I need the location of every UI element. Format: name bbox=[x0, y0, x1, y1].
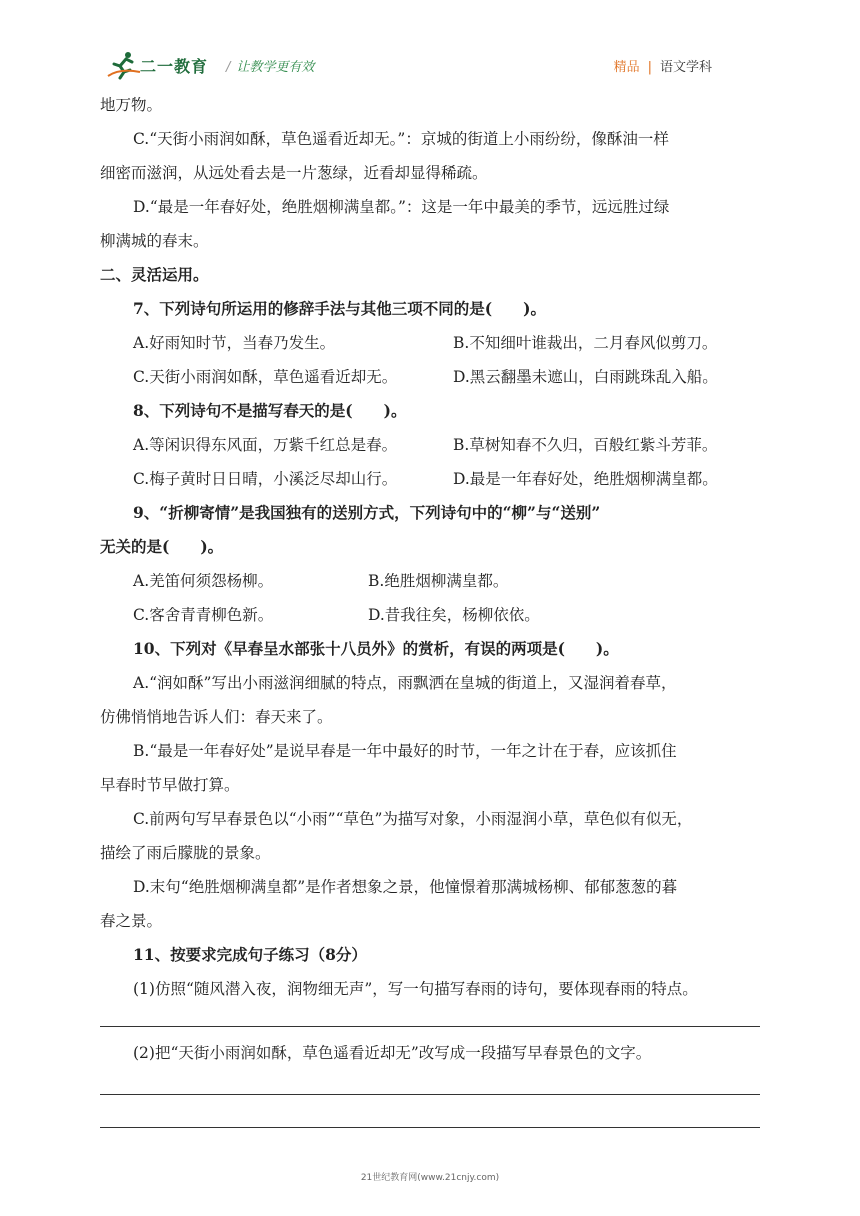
option-c: C.梅子黄时日日晴，小溪泛尽却山行。 bbox=[133, 470, 398, 488]
option-b: B.绝胜烟柳满皇都。 bbox=[368, 572, 509, 590]
option-a: A.好雨知时节，当春乃发生。 bbox=[133, 334, 336, 352]
option-d: D.昔我往矣，杨柳依依。 bbox=[368, 606, 540, 624]
options-row bbox=[100, 428, 762, 462]
text-line: 早春时节早做打算。 bbox=[100, 776, 240, 794]
text-line: 地万物。 bbox=[100, 96, 163, 114]
text-line: 仿佛悄悄地告诉人们：春天来了。 bbox=[100, 708, 333, 726]
sub-question-2: (2)把“天街小雨润如酥，草色遥看近却无”改写成一段描写早春景色的文字。 bbox=[133, 1044, 652, 1062]
option-b: B.“最是一年春好处”是说早春是一年中最好的时节，一年之计在于春，应该抓住 bbox=[133, 742, 677, 760]
slogan: / 让教学更有效 bbox=[226, 60, 315, 75]
options-row bbox=[100, 598, 762, 632]
answer-line[interactable] bbox=[100, 1094, 760, 1095]
question-10: 10、下列对《早春呈水部张十八员外》的赏析，有误的两项是( )。 bbox=[133, 639, 619, 658]
option-c: C.前两句写早春景色以“小雨”“草色”为描写对象，小雨湿润小草，草色似有似无， bbox=[133, 810, 693, 828]
sub-question-1: (1)仿照“随风潜入夜，润物细无声”，写一句描写春雨的诗句，要体现春雨的特点。 bbox=[133, 980, 698, 998]
option-c: C.客舍青青柳色新。 bbox=[133, 606, 274, 624]
document-body bbox=[100, 88, 762, 1006]
options-row bbox=[100, 564, 762, 598]
option-d: D.最是一年春好处，绝胜烟柳满皇都。 bbox=[453, 470, 718, 488]
option-d: D.末句“绝胜烟柳满皇都”是作者想象之景，他憧憬着那满城杨柳、郁郁葱葱的暮 bbox=[133, 878, 678, 896]
question-7: 7、下列诗句所运用的修辞手法与其他三项不同的是( )。 bbox=[133, 299, 546, 318]
subject-label: 精品 | 语文学科 bbox=[613, 60, 712, 75]
option-a: A.等闲识得东风面，万紫千红总是春。 bbox=[133, 436, 398, 454]
page-header bbox=[100, 44, 760, 84]
options-row bbox=[100, 360, 762, 394]
option-c: C.“天街小雨润如酥，草色遥看近却无。”：京城的街道上小雨纷纷，像酥油一样 bbox=[133, 130, 669, 148]
question-8: 8、下列诗句不是描写春天的是( )。 bbox=[133, 401, 407, 420]
option-a: A.羌笛何须怨杨柳。 bbox=[133, 572, 274, 590]
options-row bbox=[100, 462, 762, 496]
page-footer: 21世纪教育网(www.21cnjy.com) bbox=[360, 1173, 500, 1183]
logo-text: 二一教育 bbox=[140, 57, 209, 76]
option-d: D.“最是一年春好处，绝胜烟柳满皇都。”：这是一年中最美的季节，远远胜过绿 bbox=[133, 198, 670, 216]
runner-logo-icon bbox=[106, 50, 142, 80]
option-c: C.天街小雨润如酥，草色遥看近却无。 bbox=[133, 368, 398, 386]
text-line: 细密而滋润，从远处看去是一片葱绿，近看却显得稀疏。 bbox=[100, 164, 488, 182]
text-line: 柳满城的春末。 bbox=[100, 232, 209, 250]
option-a: A.“润如酥”写出小雨滋润细腻的特点，雨飘洒在皇城的街道上，又湿润着春草， bbox=[133, 674, 677, 692]
text-line: 春之景。 bbox=[100, 912, 163, 930]
option-b: B.不知细叶谁裁出，二月春风似剪刀。 bbox=[453, 334, 718, 352]
question-11: 11、按要求完成句子练习（8分） bbox=[133, 945, 367, 964]
section-heading: 二、灵活运用。 bbox=[100, 265, 209, 284]
question-9-cont: 无关的是( )。 bbox=[100, 537, 224, 556]
option-b: B.草树知春不久归，百般红紫斗芳菲。 bbox=[453, 436, 718, 454]
options-row bbox=[100, 326, 762, 360]
option-d: D.黑云翻墨未遮山，白雨跳珠乱入船。 bbox=[453, 368, 718, 386]
question-9: 9、“折柳寄情”是我国独有的送别方式，下列诗句中的“柳”与“送别” bbox=[133, 503, 601, 522]
text-line: 描绘了雨后朦胧的景象。 bbox=[100, 844, 271, 862]
answer-line[interactable] bbox=[100, 1127, 760, 1128]
answer-line[interactable] bbox=[100, 1026, 760, 1027]
